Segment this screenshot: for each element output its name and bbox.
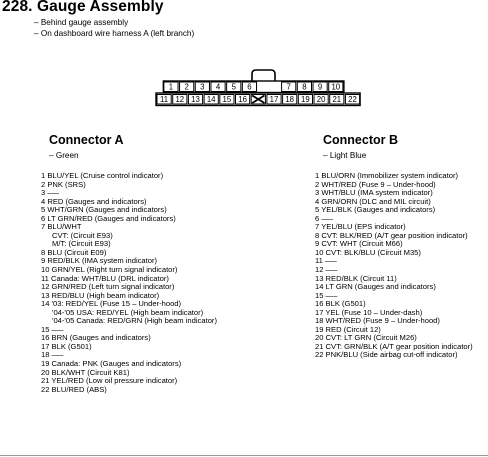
connector-b-pin-10 <box>315 249 473 258</box>
pin-number: 9 <box>317 82 323 92</box>
pin-description: 18 —– <box>41 350 64 360</box>
pin-description: 1 BLU/ORN (Immobilizer system indicator) <box>315 171 459 180</box>
bottom-rule <box>0 455 488 456</box>
pin-description: 3 —– <box>41 188 60 198</box>
pin-description: 15 —– <box>315 290 338 300</box>
pin-description: 22 PNK/BLU (Side airbag cut-off indicator) <box>315 350 458 360</box>
pin-description: 6 —– <box>315 213 334 223</box>
pin-description: 4 RED (Gauges and indicators) <box>41 196 147 206</box>
connector-b-pin-22 <box>315 351 473 360</box>
pin-number: 4 <box>215 82 221 92</box>
pin-sub-description: CVT: (Circuit E93) <box>52 230 113 240</box>
pin-description: 12 —– <box>315 265 338 275</box>
pin-number: 20 <box>316 95 326 104</box>
connector-face-diagram <box>155 67 375 109</box>
connector-a-pin-7 <box>41 223 217 249</box>
connector-a-pin-17 <box>41 343 217 352</box>
pin-number: 7 <box>286 82 291 92</box>
pin-description: 2 WHT/RED (Fuse 9 – Under-hood) <box>315 179 436 189</box>
pin-number: 21 <box>332 95 342 104</box>
pin-description: 6 LT GRN/RED (Gauges and indicators) <box>41 213 176 223</box>
pin-description: 11 Canada: WHT/BLU (DRL indicator) <box>41 273 169 283</box>
pin-description: 22 BLU/RED (ABS) <box>41 384 107 394</box>
pin-number: 22 <box>348 95 357 104</box>
pin-number: 15 <box>222 95 232 104</box>
pin-number: 1 <box>168 82 174 92</box>
pin-sub-description: M/T: (Circuit E93) <box>52 239 111 249</box>
pin-description: 20 CVT: LT GRN (Circuit M26) <box>315 333 417 343</box>
pin-description: 5 YEL/BLK (Gauges and indicators) <box>315 205 436 215</box>
pin-description: 17 BLK (G501) <box>41 341 92 351</box>
connector-a-pin-22 <box>41 386 217 395</box>
connector-latch <box>252 70 275 81</box>
pin-description: 5 WHT/GRN (Gauges and indicators) <box>41 205 167 215</box>
location-note: – On dashboard wire harness A (left branch) <box>34 29 195 38</box>
connector-b-pin-14 <box>315 283 473 292</box>
pin-description: 21 YEL/RED (Low oil pressure indicator) <box>41 376 178 386</box>
location-note: – Behind gauge assembly <box>34 18 129 27</box>
pin-description: 18 WHT/RED (Fuse 9 – Under-hood) <box>315 316 440 326</box>
pin-number: 14 <box>206 95 216 104</box>
pin-description: 9 CVT: WHT (Circuit M66) <box>315 239 403 249</box>
pin-number: 8 <box>302 82 307 92</box>
pin-description: 11 —– <box>315 256 337 266</box>
pin-description: 8 CVT: BLK/RED (A/T gear position indicator) <box>315 230 468 240</box>
pin-description: 20 BLK/WHT (Circuit K81) <box>41 367 130 377</box>
connector-a-color: – Green <box>49 151 79 160</box>
pin-description: 14 LT GRN (Gauges and indicators) <box>315 282 436 292</box>
pin-description: 9 RED/BLK (IMA system indicator) <box>41 256 158 266</box>
pin-number: 12 <box>175 95 185 104</box>
connector-b-pin-5 <box>315 206 473 215</box>
pin-description: 13 RED/BLU (High beam indicator) <box>41 290 160 300</box>
pin-number: 5 <box>231 82 236 92</box>
pin-description: 4 GRN/ORN (DLC and MIL circuit) <box>315 196 431 206</box>
pin-number: 10 <box>331 82 341 92</box>
pin-description: 7 YEL/BLU (EPS indicator) <box>315 222 406 232</box>
pin-description: 19 Canada: PNK (Gauges and indicators) <box>41 359 182 369</box>
pin-description: 13 RED/BLK (Circuit 11) <box>315 273 397 283</box>
connector-a-pin-2 <box>41 181 217 190</box>
pin-number: 3 <box>200 82 205 92</box>
pin-number: 11 <box>160 95 169 104</box>
pin-number: 16 <box>238 95 247 104</box>
pin-description: 14 '03: RED/YEL (Fuse 15 – Under-hood) <box>41 299 182 309</box>
pin-description: 1 BLU/YEL (Cruise control indicator) <box>41 171 164 180</box>
pin-description: 16 BRN (Gauges and indicators) <box>41 333 151 343</box>
pin-description: 15 —– <box>41 324 64 334</box>
pin-number: 2 <box>184 82 189 92</box>
connector-a-pin-14 <box>41 300 217 326</box>
pin-number: 17 <box>269 95 279 104</box>
pin-number: 6 <box>247 82 252 92</box>
pin-description: 8 BLU (Circuit E09) <box>41 247 107 257</box>
pin-number: 18 <box>285 95 295 104</box>
connector-b-pin-11 <box>315 257 473 266</box>
connector-b-pin-list <box>315 172 473 360</box>
pin-description: 10 GRN/YEL (Right turn signal indicator) <box>41 265 178 275</box>
page-title: 228. Gauge Assembly <box>2 0 164 15</box>
pin-description: 7 BLU/WHT <box>41 222 82 232</box>
connector-b-color: – Light Blue <box>323 151 367 160</box>
pin-description: 10 CVT: BLK/BLU (Circuit M35) <box>315 247 421 257</box>
pin-description: 12 GRN/RED (Left turn signal indicator) <box>41 282 175 292</box>
pin-description: 3 WHT/BLU (IMA system indicator) <box>315 188 433 198</box>
pin-sub-description: '04-'05 USA: RED/YEL (High beam indicator) <box>52 307 204 317</box>
pin-description: 16 BLK (G501) <box>315 299 366 309</box>
connector-a-title: Connector A <box>49 133 124 147</box>
pin-description: 19 RED (Circuit 12) <box>315 324 381 334</box>
connector-b-title: Connector B <box>323 133 398 147</box>
pin-sub-description: '04-'05 Canada: RED/GRN (High beam indicator) <box>52 316 217 326</box>
connector-a-pin-list <box>41 172 217 394</box>
pin-number: 19 <box>301 95 310 104</box>
pin-number: 13 <box>191 95 200 104</box>
location-notes <box>34 17 194 39</box>
pin-description: 21 CVT: GRN/BLK (A/T gear position indicator) <box>315 341 473 351</box>
pin-description: 17 YEL (Fuse 10 – Under-dash) <box>315 307 423 317</box>
pin-description: 2 PNK (SRS) <box>41 179 86 189</box>
connector-face-svg <box>155 67 375 109</box>
